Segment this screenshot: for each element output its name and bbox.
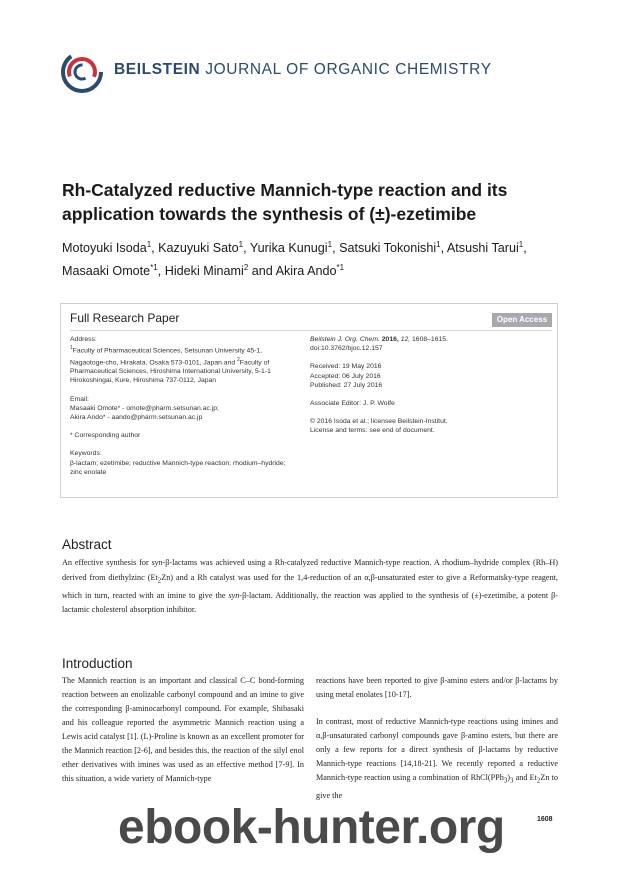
journal-name: BEILSTEIN JOURNAL OF ORGANIC CHEMISTRY <box>114 61 492 78</box>
open-access-badge: Open Access <box>492 313 552 327</box>
paper-type-label: Full Research Paper <box>70 311 180 325</box>
doi-link[interactable]: doi:10.3762/bjoc.12.157 <box>310 345 383 353</box>
intro-paragraph-1: The Mannich reaction is an important and classical C–C bond-forming reaction between an enolizable carbonyl compound and an imine to give the corresponding β-aminocarbonyl compound. For example, Shibasaki and his colleague reported the asymmetric Mannich reaction using a Lewis acid catalyst [1]. (L)-Proline is known as an excellent promoter for the Mannich reaction [2-6], and besides this, the reaction of the silyl enol ether derivatives with imines was used as an effective method [7-9]. In this situation, a wide variety of Mannich-type <box>62 676 304 783</box>
journal-logo-icon <box>60 50 104 94</box>
copyright-line: © 2016 Isoda et al.; licensee Beilstein-Institut. <box>310 418 448 426</box>
info-right-column <box>310 335 550 436</box>
email-label: Email: <box>70 395 89 403</box>
address-label: Address: <box>70 336 97 343</box>
intro-paragraph-2: In contrast, most of reductive Mannich-type reactions using imines and α,β-unsaturated carbonyl compounds gave β-amino esters, but there are only a few reports for a direct synthesis of β-lactams by reductive Mannich-type reactions [14,18-21]. We recently reported a reductive Mannich-type reaction using a combination of $RhCl(PPh_3)_3$ and $Et_2Zn$ to give the <box>316 717 558 800</box>
introduction-column-2 <box>316 674 558 803</box>
citation: Beilstein J. Org. Chem. 2016, 12, 1608–1615. <box>310 336 448 343</box>
abstract-heading: Abstract <box>62 537 112 552</box>
author-list: Motoyuki Isoda$^1$, Kazuyuki Sato$^1$, Yurika Kunugi$^1$, Satsuki Tokonishi$^1$, Atsushi Tarui$^1$, Masaaki Omote$^{*1}$, Hideki Minami$^2$ and Akira Ando$^{*1}$ <box>62 240 527 279</box>
abstract-text: An effective synthesis for syn-β-lactams was achieved using a Rh-catalyzed reductive Mannich-type reaction. A rhodium–hydride complex (Rh–H) derived from diethylzinc $(Et_2Zn)$ and a Rh catalyst was used for the 1,4-reduction of an α,β-unsaturated ester to give a Reformatsky-type reagent, which in turn, reacted with an imine to give the syn-β-lactam. Additionally, the reaction was applied to the synthesis of (±)-ezetimibe, a potent β-lactamic cholesterol absorption inhibitor. <box>62 558 558 615</box>
intro-paragraph-1-continued: reactions have been reported to give β-amino esters and/or β-lactams by using metal enolates [10-17]. <box>316 676 558 699</box>
accepted-date: Accepted: 06 July 2016 <box>310 372 381 380</box>
introduction-column-1 <box>62 674 304 786</box>
published-date: Published: 27 July 2016 <box>310 381 383 389</box>
introduction-heading: Introduction <box>62 656 133 671</box>
address-text: $^1$Faculty of Pharmaceutical Sciences, Setsunan University 45-1, Nagaotoge-cho, Hirakata, Osaka 573-0101, Japan and $^2$Faculty of Pharmaceutical Sciences, Hiroshima International University, 5-1-1 Hirokoshingai, Kure, Hiroshima 737-0112, Japan <box>70 345 271 385</box>
associate-editor: Associate Editor: J. P. Wolfe <box>310 400 395 408</box>
corresponding-author-note: * Corresponding author <box>70 432 141 440</box>
info-left-column <box>70 335 290 477</box>
keywords-label: Keywords: <box>70 450 102 458</box>
info-box-divider <box>70 330 552 331</box>
watermark-text: ebook-hunter.org <box>118 801 505 854</box>
received-date: Received: 19 May 2016 <box>310 363 382 371</box>
article-title: Rh-Catalyzed reductive Mannich-type reaction and its application towards the synthesis of (±)-ezetimibe <box>62 180 508 224</box>
license-line[interactable]: License and terms: see end of document. <box>310 427 435 435</box>
keywords-text: β-lactam; ezetimibe; reductive Mannich-type reaction; rhodium–hydride; zinc enolate <box>70 459 286 476</box>
email-omote[interactable]: Masaaki Omote* - omote@pharm.setsunan.ac.jp; <box>70 404 219 412</box>
email-ando[interactable]: Akira Ando* - aando@pharm.setsunan.ac.jp <box>70 413 203 421</box>
page-number: 1608 <box>537 816 553 823</box>
